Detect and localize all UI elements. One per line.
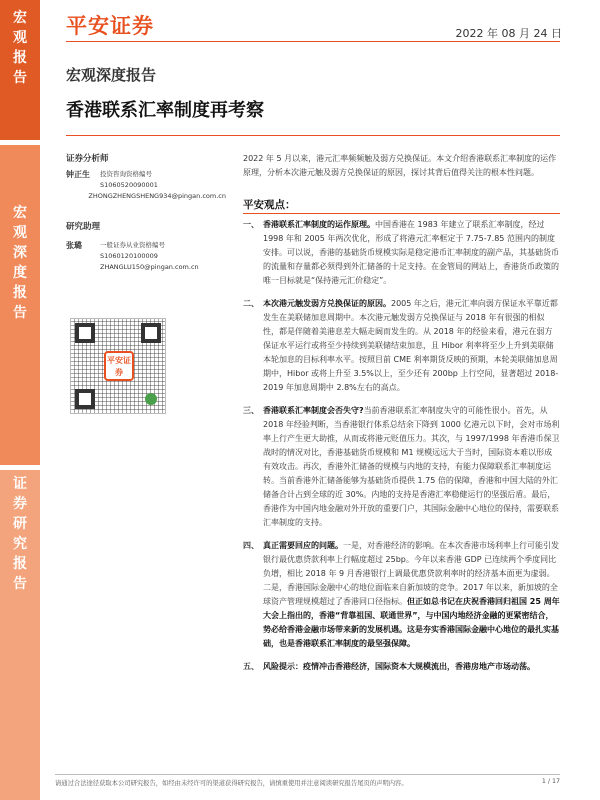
viewpoint-item [243, 218, 560, 288]
viewpoint-text: 中国香港在 1983 年建立了联系汇率制度，经过 1998 年和 2005 年两次优化，形成了将港元汇率框定于 7.75-7.85 范围内的制度安排。可以说，香港的基础货币规模实际是稳定港币汇率制度的副产品，其基础货币的流量和存量都必须得到外汇储备的十足支持。在金管局的网站上，香港货币政策的唯一目标就是“保持港元汇价稳定”。 [263, 220, 559, 285]
viewpoint-lead: 本次港元触发弱方兑换保证的原因。 [263, 299, 391, 308]
sidebar-char: 度 [13, 265, 27, 281]
qr-finder-icon [141, 323, 161, 343]
viewpoints-divider [243, 213, 560, 214]
qr-badge-icon [145, 393, 157, 405]
viewpoint-lead: 香港联系汇率制度会否失守? [263, 406, 364, 415]
page-title: 香港联系汇率制度再考察 [66, 100, 264, 121]
sidebar-char: 券 [13, 496, 27, 512]
assistant-row [66, 240, 226, 251]
sidebar-block-macro-report [0, 0, 40, 140]
viewpoint-item [243, 404, 560, 530]
assistant-value: 一般证券从业资格编号 [100, 241, 165, 249]
viewpoint-body [263, 660, 560, 674]
analyst-value: 投资咨询资格编号 [100, 170, 152, 178]
report-category: 宏观深度报告 [66, 66, 157, 84]
analyst-row [66, 169, 226, 180]
assistant-heading: 研究助理 [66, 222, 101, 232]
viewpoint-number: 四、 [243, 541, 259, 550]
sidebar-char: 报 [13, 285, 27, 301]
sidebar-char: 告 [13, 70, 27, 86]
viewpoints-heading: 平安观点： [243, 199, 296, 211]
sidebar-char: 究 [13, 536, 27, 552]
analyst-name: 钟正生 [66, 170, 90, 179]
report-body [243, 152, 560, 683]
viewpoint-text: 一是，对香港经济的影响。在本次香港市场利率上行可能引发银行最优惠贷款利率上行幅度超过 25bp。今年以来香港 GDP 已连续两个季度同比负增，相比 2018 年 9 月香港银行上调最优惠贷款利率时的经济基本面更为虚弱。二是，香港国际金融中心的地位面临来自新加坡的竞争。2017 年以来，新加坡的全球资产管理规模超过了香港同口径指标。 [263, 541, 559, 606]
viewpoint-lead: 香港联系汇率制度的运作原理。 [263, 220, 375, 229]
risk-warning: 风险提示：疫情冲击香港经济，国际资本大规模流出，香港房地产市场动荡。 [263, 662, 535, 671]
sidebar-char: 证 [13, 476, 27, 492]
viewpoint-body [263, 404, 560, 530]
viewpoint-lead: 真正需要回应的问题。 [263, 541, 343, 550]
assistant-name [66, 262, 100, 273]
report-date: 2022 年 08 月 24 日 [455, 27, 562, 40]
viewpoint-number: 一、 [243, 220, 259, 229]
qr-logo: 平安证券 [104, 351, 134, 381]
sidebar [0, 0, 40, 800]
viewpoint-item [243, 539, 560, 651]
viewpoint-number: 三、 [243, 406, 259, 415]
header-divider [66, 41, 560, 42]
analyst-row [66, 191, 226, 202]
assistant-name: 张璐 [66, 241, 82, 250]
analyst-email[interactable]: ZHONGZHENGSHENG934@pingan.com.cn [88, 192, 226, 200]
sidebar-block-deep-report [0, 145, 40, 465]
analyst-name [66, 191, 88, 202]
viewpoint-text: 2005 年之后，港元汇率向弱方保证水平靠近都发生在美联储加息周期中。本次港元触发弱方兑换保证与 2018 年有很强的相似性，都是伴随着美港息差大幅走阔而发生的。从 2018 年的经验来看，港元在弱方保证水平运行或将至少持续到美联储结束加息，且 Hibor 利率将至少上升到美联储本轮加息的目标利率水平。按照目前 CME 利率期货反映的预期，本轮美联储加息周期中，Hibor 或将上升至 3.5%以上，至少还有 200bp 上行空间，显著超过 2018-2019 年加息周期中 2.8%左右的高点。 [263, 299, 559, 392]
analyst-heading: 证券分析师 [66, 154, 109, 164]
sidebar-char: 告 [13, 576, 27, 592]
analyst-panel [66, 152, 226, 273]
sidebar-char: 报 [13, 556, 27, 572]
viewpoint-body [263, 539, 560, 651]
viewpoint-body [263, 297, 560, 395]
analyst-value: S1060520090001 [100, 181, 158, 189]
viewpoint-item [243, 660, 560, 674]
title-divider [66, 135, 560, 136]
viewpoint-conclusion: 但正如总书记在庆祝香港回归祖国 25 周年大会上指出的，香港“背靠祖国、联通世界”，与中国内地经济金融的更紧密结合，势必给香港金融市场带来新的发展机遇。这是夯实香港国际金融中心地位的最扎实基础，也是香港联系汇率制度的最坚强保障。 [263, 597, 560, 648]
sidebar-char: 宏 [13, 205, 27, 221]
footer-disclaimer: 请通过合法途径获取本公司研究报告，如经由未经许可的渠道获得研究报告，请慎重使用并注意阅读研究报告尾页的声明内容。 [55, 780, 408, 787]
sidebar-char: 深 [13, 245, 27, 261]
qr-finder-icon [75, 323, 95, 343]
qr-finder-icon [75, 389, 95, 409]
footer-divider [55, 774, 560, 775]
company-logo: 平安证券 [66, 14, 154, 38]
sidebar-char: 告 [13, 305, 27, 321]
sidebar-char: 报 [13, 50, 27, 66]
sidebar-char: 研 [13, 516, 27, 532]
viewpoint-body [263, 218, 560, 288]
assistant-row [66, 251, 226, 262]
assistant-name [66, 251, 100, 262]
page-number: 1 / 17 [541, 778, 560, 785]
assistant-email[interactable]: ZHANGLU150@pingan.com.cn [100, 263, 199, 271]
intro-paragraph: 2022 年 5 月以来，港元汇率频频触及弱方兑换保证。本文介绍香港联系汇率制度的运作原理，分析本次港元触及弱方兑换保证的原因，探讨其背后值得关注的根本性问题。 [243, 154, 557, 177]
viewpoint-number: 二、 [243, 299, 259, 308]
assistant-row [66, 262, 226, 273]
analyst-name [66, 180, 100, 191]
viewpoint-number: 五、 [243, 662, 259, 671]
sidebar-block-research-report [0, 470, 40, 800]
viewpoint-item [243, 297, 560, 395]
analyst-row [66, 180, 226, 191]
qr-code[interactable] [70, 318, 166, 414]
sidebar-char: 宏 [13, 10, 27, 26]
viewpoint-text: 当前香港联系汇率制度失守的可能性很小。首先，从 2018 年经验判断，当香港银行体系总结余下降到 1000 亿港元以下时，会对市场利率上行产生更大助推，从而或将港元贬值压力。其次，与 1997/1998 年香港币保卫战时的情况对比，香港基础货币规模和 M1 规模远远大于当时，国际资本难以形成有效攻击。再次，香港外汇储备的规模与内地的支持，有能力保障联系汇率制度运转。当前香港外汇储备能够为基础货币提供 1.75 倍的保障，香港和中国大陆的外汇储备合计占到全球的近 30%。内地的支持是香港汇率稳健运行的坚强后盾。最后，香港作为中国内地金融对外开放的重要门户，其国际金融中心地位的保持，需要联系汇率制度的支持。 [263, 406, 560, 527]
sidebar-char: 观 [13, 225, 27, 241]
assistant-value: S1060120100009 [100, 252, 158, 260]
sidebar-char: 观 [13, 30, 27, 46]
